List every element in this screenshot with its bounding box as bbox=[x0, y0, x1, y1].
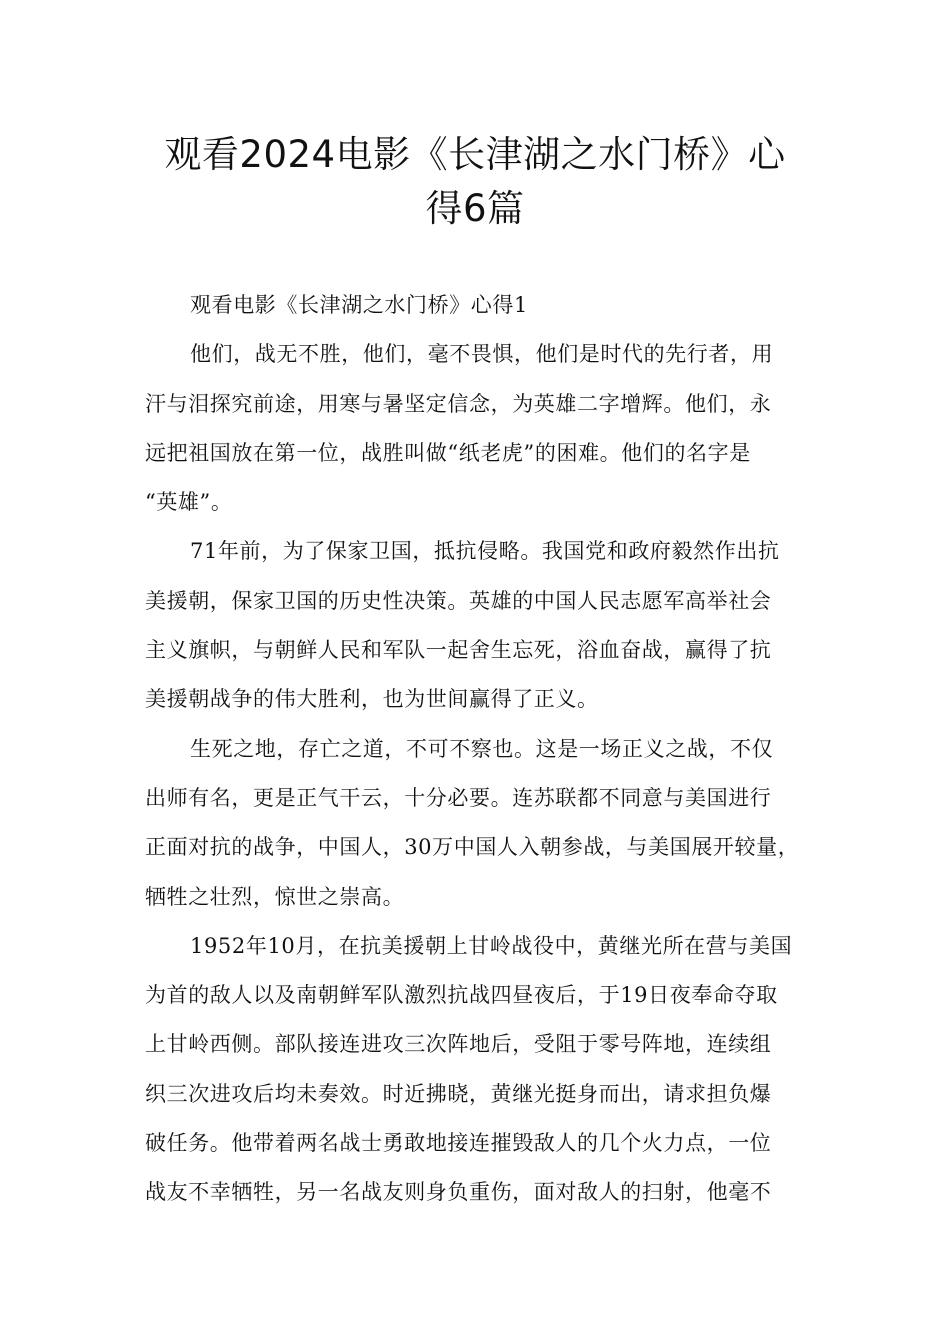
body-line: 观看电影《长津湖之水门桥》心得1 bbox=[190, 293, 528, 317]
body-line: 他们，战无不胜，他们，毫不畏惧，他们是时代的先行者，用 bbox=[190, 342, 774, 367]
body-line: 远把祖国放在第一位，战胜叫做“纸老虎”的困难。他们的名字是 bbox=[145, 440, 751, 465]
document-body bbox=[145, 281, 820, 1218]
document-title bbox=[150, 128, 800, 236]
body-line: 美援朝战争的伟大胜利，也为世间赢得了正义。 bbox=[145, 687, 599, 712]
body-line: 织三次进攻后均未奏效。时近拂晓，黄继光挺身而出，请求担负爆 bbox=[145, 1081, 772, 1106]
body-line: 上甘岭西侧。部队接连进攻三次阵地后，受阻于零号阵地，连续组 bbox=[145, 1032, 772, 1057]
body-line: 主义旗帜，与朝鲜人民和军队一起舍生忘死，浴血奋战，赢得了抗 bbox=[145, 638, 772, 663]
body-line: 牺牲之壮烈，惊世之崇高。 bbox=[145, 884, 405, 909]
body-line: 1952年10月，在抗美援朝上甘岭战役中，黄继光所在营与美国 bbox=[190, 933, 793, 958]
title-line-2: 得6篇 bbox=[425, 187, 525, 230]
body-line: 破任务。他带着两名战士勇敢地接连摧毁敌人的几个火力点，一位 bbox=[145, 1131, 772, 1156]
body-line: 汗与泪探究前途，用寒与暑坚定信念，为英雄二字增辉。他们，永 bbox=[145, 391, 772, 416]
body-line: “英雄”。 bbox=[145, 490, 233, 515]
body-line: 正面对抗的战争，中国人，30万中国人入朝参战，与美国展开较量， bbox=[145, 835, 800, 860]
body-line: 美援朝，保家卫国的历史性决策。英雄的中国人民志愿军高举社会 bbox=[145, 588, 772, 613]
body-line: 71年前，为了保家卫国，抵抗侵略。我国党和政府毅然作出抗 bbox=[190, 539, 780, 564]
body-line: 出师有名，更是正气干云，十分必要。连苏联都不同意与美国进行 bbox=[145, 785, 772, 810]
body-line: 战友不幸牺牲，另一名战友则身负重伤，面对敌人的扫射，他毫不 bbox=[145, 1180, 772, 1205]
body-line: 生死之地，存亡之道，不可不察也。这是一场正义之战，不仅 bbox=[190, 736, 774, 761]
title-line-1: 观看2024电影《长津湖之水门桥》心 bbox=[164, 133, 786, 176]
body-line: 为首的敌人以及南朝鲜军队激烈抗战四昼夜后，于19日夜奉命夺取 bbox=[145, 983, 778, 1008]
